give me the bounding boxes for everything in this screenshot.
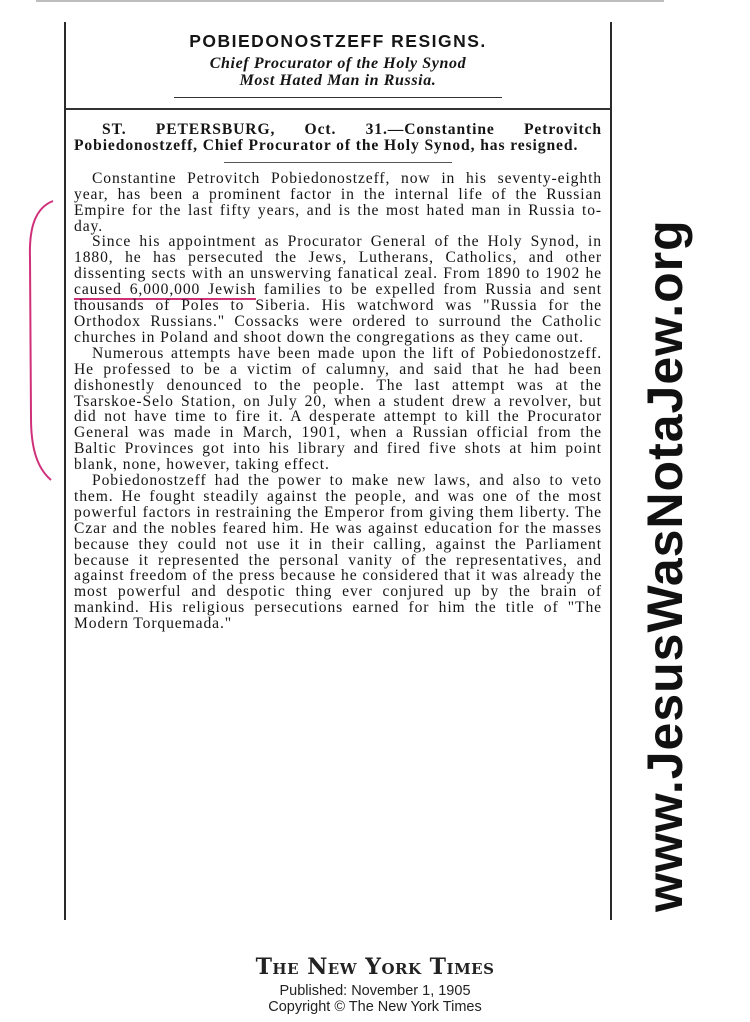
watermark-text: www.JesusWasNotaJew.org [637, 219, 693, 912]
published-date: Published: November 1, 1905 [279, 983, 471, 999]
paragraph-2 [74, 234, 602, 345]
deck-line-2: Most Hated Man in Russia. [239, 72, 437, 89]
headline: POBIEDONOSTZEFF RESIGNS. [189, 31, 487, 51]
hand-drawn-bracket-annotation [25, 198, 65, 482]
section-rule [66, 108, 610, 110]
paragraph-2-start: Since his appointment as Procurator General of the Holy Synod, in 1880, he has persecuted the Jews, Lutherans, Catholics, and other dissenting sects with an unswerving fanatical zeal. From 1890 to 1902 he [74, 233, 602, 283]
paragraph-1: Constantine Petrovitch Pobiedonostzeff, now in his seventy-eighth year, has been a prominent factor in the internal life of the Russian Empire for the last fifty years, and is the most hated man in Russia to-day. [74, 169, 602, 235]
deck-rule [174, 97, 502, 98]
article-column [64, 22, 612, 920]
paragraph-2-end: families to be expelled from Russia and sent thousands of Poles to Siberia. His watchword was "Russia for the Orthodox Russians." Cossacks were ordered to surround the Catholic churches in Poland and shoot down the congregations as they came out. [74, 281, 603, 346]
underlined-phrase: caused 6,000,000 Jewish [74, 281, 256, 299]
dateline-rule [224, 162, 452, 163]
paragraph-4: Pobiedonostzeff had the power to make new laws, and also to veto them. He fought steadily against the people, and was one of the most powerful factors in restraining the Emperor from giving them liberty. The Czar and the nobles feared him. He was against education for the masses because they could not use it in their calling, against the Parliament because it represented the personal vanity of the representatives, and against freedom of the press because he considered that it was already the most powerful and despotic thing ever conjured up by the brain of mankind. His religious persecutions earned for him the title of "The Modern Torquemada." [74, 472, 602, 633]
deck-line-1: Chief Procurator of the Holy Synod [209, 55, 467, 72]
copyright: Copyright © The New York Times [268, 999, 482, 1015]
watermark [635, 62, 695, 912]
top-rule [36, 0, 664, 2]
nyt-masthead: The New York Times [255, 954, 495, 980]
footer [0, 954, 750, 1015]
paragraph-3: Numerous attempts have been made upon the lift of Pobiedonostzeff. He professed to be a victim of calumny, and said that he had been dishonestly denounced to the people. The last attempt was at the Tsarskoe-Selo Station, on July 20, when a student drew a revolver, but did not have time to fire it. A desperate attempt to kill the Procurator General was made in March, 1901, when a Russian official from the Baltic Provinces got into his library and fired five shots at him point blank, none, however, taking effect. [74, 344, 602, 474]
dateline-paragraph: ST. PETERSBURG, Oct. 31.—Constantine Petrovitch Pobiedonostzeff, Chief Procurator of the Holy Synod, has resigned. [74, 121, 602, 154]
